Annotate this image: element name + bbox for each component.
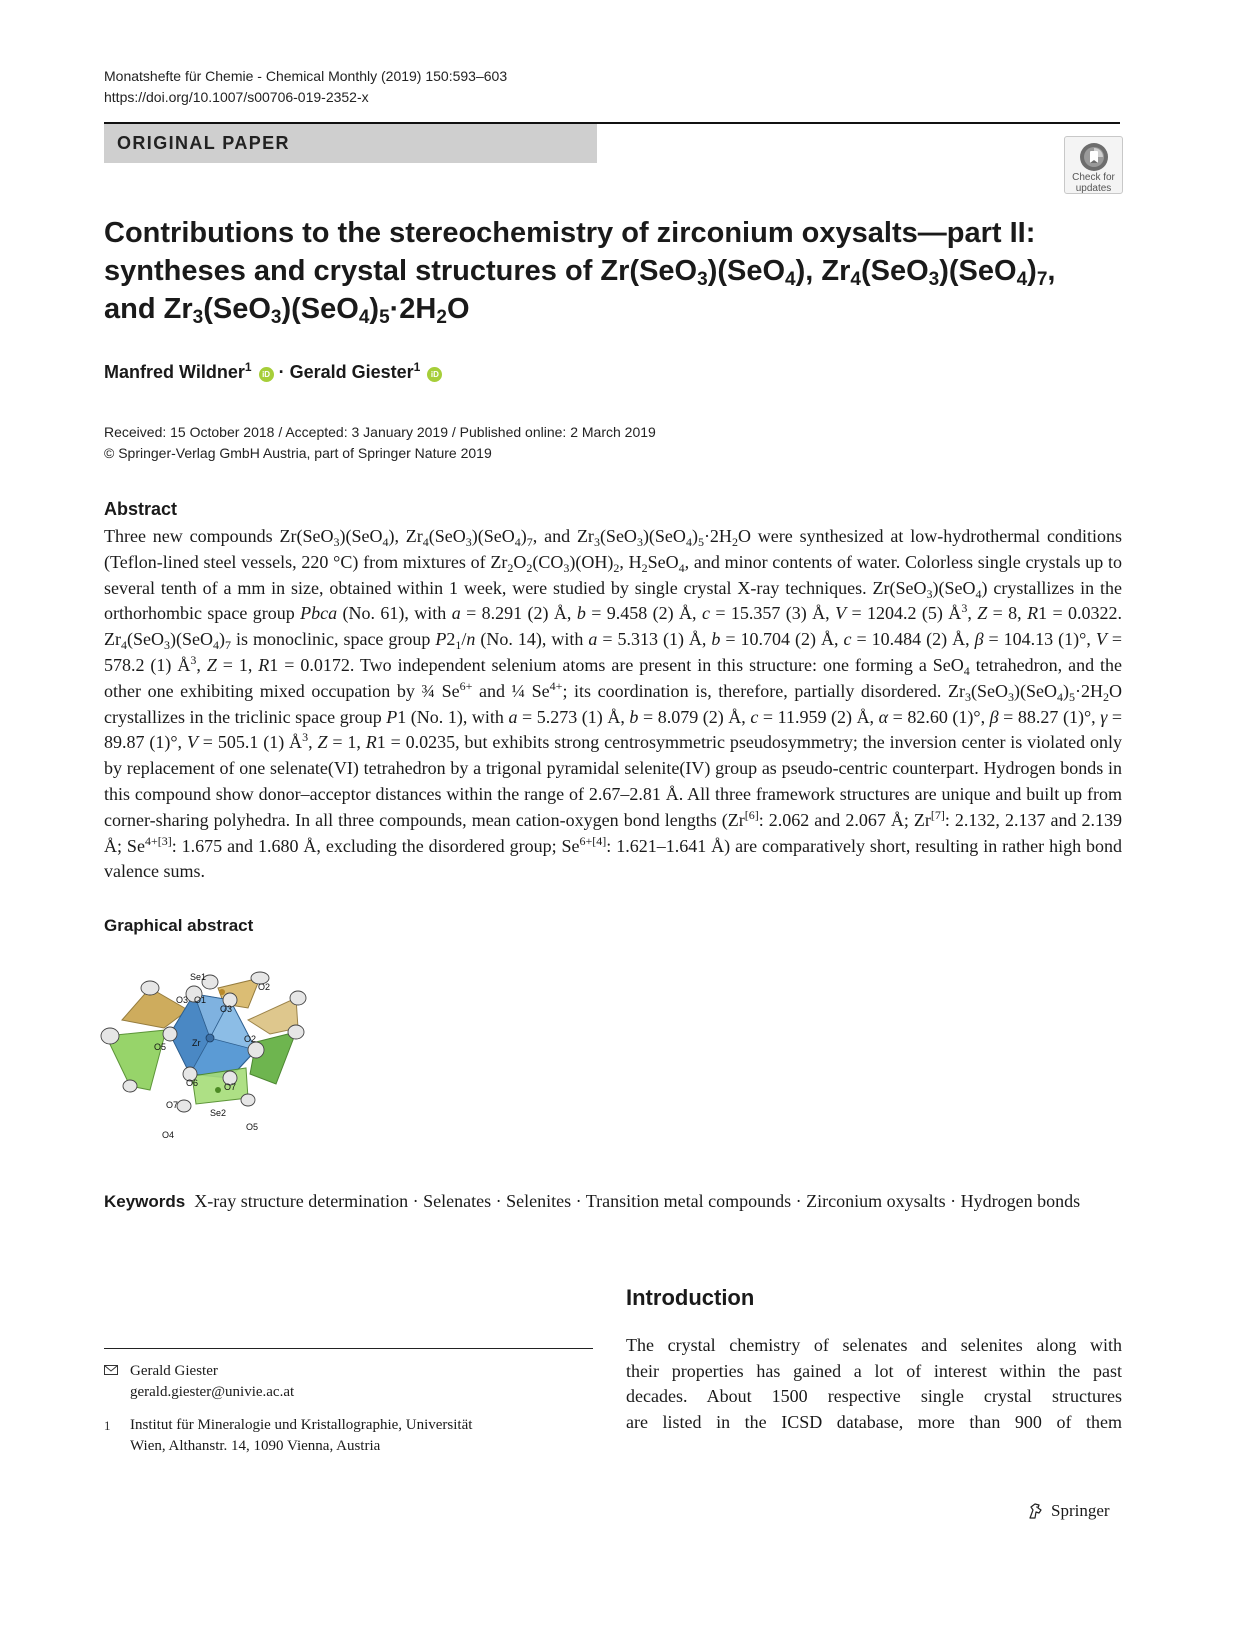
keywords-label: Keywords — [104, 1192, 186, 1211]
intro-line: The crystal chemistry of selenates and selenites along with — [626, 1335, 1122, 1355]
author-list — [104, 360, 442, 384]
check-for-updates-badge[interactable] — [1064, 136, 1123, 194]
affiliation-mark: 1 — [244, 360, 252, 374]
paper-type-label: ORIGINAL PAPER — [117, 133, 290, 153]
contact-name: Gerald Giester — [130, 1363, 218, 1379]
contact-email[interactable]: gerald.giester@univie.ac.at — [130, 1384, 295, 1400]
journal-citation: Monatshefte für Chemie - Chemical Monthly (2019) 150:593–603 — [104, 68, 508, 84]
keywords-list: X-ray structure determination · Selenates · Selenites · Transition metal compounds · Zirconium oxysalts · Hydrogen bonds — [194, 1191, 1081, 1211]
copyright-line: © Springer-Verlag GmbH Austria, part of Springer Nature 2019 — [104, 445, 492, 461]
envelope-icon — [104, 1365, 118, 1375]
abstract-heading: Abstract — [104, 499, 178, 519]
atom-label: O7 — [224, 1082, 237, 1092]
atom-label: O6 — [186, 1078, 199, 1088]
affiliation-line: Institut für Mineralogie und Kristallographie, Universität — [130, 1417, 473, 1433]
atom-label: O2 — [244, 1034, 257, 1044]
atom-label: O3 — [220, 1004, 233, 1014]
orcid-icon[interactable]: iD — [259, 367, 274, 382]
affiliation-mark: 1 — [413, 360, 421, 374]
date-history: Received: 15 October 2018 / Accepted: 3 January 2019 / Published online: 2 March 2019 — [104, 424, 656, 440]
paper-title — [104, 214, 1124, 328]
badge-line-2: updates — [1075, 183, 1112, 194]
footnote-rule — [104, 1348, 593, 1349]
author-name[interactable]: Manfred Wildner — [104, 362, 245, 382]
atom-label: O5 — [154, 1042, 167, 1052]
springer-horse-icon — [1026, 1501, 1046, 1521]
atom-label: O3 — [176, 995, 189, 1005]
atom-label: O1 — [194, 995, 207, 1005]
atom-label: O4 — [162, 1130, 175, 1140]
se2-atom — [215, 1087, 221, 1093]
atom-label: O2 — [258, 982, 271, 992]
se1-atom — [219, 989, 225, 995]
introduction-heading: Introduction — [626, 1285, 755, 1310]
atom-label: O7 — [166, 1100, 179, 1110]
journal-header — [104, 66, 507, 108]
publisher-name: Springer — [1051, 1501, 1110, 1520]
doi-link[interactable]: https://doi.org/10.1007/s00706-019-2352-x — [104, 89, 369, 105]
crystal-structure-figure — [100, 958, 320, 1148]
footnotes — [104, 1361, 594, 1469]
title-line-2: syntheses and crystal structures of Zr(SeO$_3$)(SeO$_4$), $Zr_4(SeO_3)(SeO_4)_7$, — [104, 255, 1056, 290]
orcid-icon[interactable]: iD — [427, 367, 442, 382]
title-line-1: Contributions to the stereochemistry of zirconium oxysalts—part II: — [104, 217, 1036, 249]
intro-line: decades. About 1500 respective single crystal structures — [626, 1386, 1122, 1406]
atom-label: Zr — [192, 1038, 201, 1048]
affiliation-line: Wien, Althanstr. 14, 1090 Vienna, Austria — [130, 1438, 381, 1454]
keywords-block — [104, 1188, 1124, 1215]
introduction-body — [626, 1333, 1122, 1435]
atom-label: Se2 — [210, 1108, 227, 1118]
corresponding-author — [104, 1361, 594, 1403]
zr-atom — [206, 1034, 214, 1042]
title-line-3: and $Zr_3(SeO_3)(SeO_4)_5\cdot 2H_2O$ — [104, 293, 470, 328]
crossmark-icon — [1079, 142, 1109, 172]
author-name[interactable]: Gerald Giester — [289, 362, 414, 382]
publication-history — [104, 422, 656, 464]
author-separator: · — [278, 362, 285, 382]
affiliation-number: 1 — [104, 1418, 111, 1433]
atom-label: Se1 — [190, 972, 207, 982]
badge-line-1: Check for — [1072, 172, 1115, 183]
intro-line: their properties has gained a lot of interest within the past — [626, 1360, 1122, 1381]
abstract-body: Three new compounds Zr(SeO$_3$)(SeO$_4$), $Zr_4(SeO_3)(SeO_4)_7$, and $Zr_3(SeO_3)(SeO_4)_5\cdot 2H_2O$ were synthesized at low-hydrothermal conditions (Teflon-lined steel vessels, 220 °C) from mixtures of $Zr_2O_2(CO_3)(OH)_2$, $H_2SeO_4$, and minor contents of water. Colorless single crystals up to several tenth of a mm in size, obtained within 1 week, were studied by single crystal X-ray techniques. Zr(SeO$_3$)(SeO$_4$) crystallizes in the orthorhombic space group Pbca (No. 61), with a = 8.291 (2) Å, b = 9.458 (2) Å, c = 15.357 (3) Å, V = 1204.2 (5) $Å^3$, Z = 8, R1 = 0.0322. $Zr_4(SeO_3)(SeO_4)_7$ is monoclinic, space group $P2_1/n$ (No. 14), with a = 5.313 (1) Å, b = 10.704 (2) Å, c = 10.484 (2) Å, β = 104.13 (1)°, V = 578.2 (1) $Å^3$, Z = 1, R1 = 0.0172. Two independent selenium atoms are present in this structure: one forming a SeO$_4$ tetrahedron, and the other one exhibiting mixed occupation by ¾ $Se^{6+}$ and ¼ $Se^{4+}$; its coordination is, therefore, partially disordered. $Zr_3(SeO_3)(SeO_4)_5\cdot 2H_2O$ crystallizes in the triclinic space group P1 (No. 1), with a = 5.273 (1) Å, b = 8.079 (2) Å, c = 11.959 (2) Å, α = 82.60 (1)°, β = 88.27 (1)°, γ = 89.87 (1)°, V = 505.1 (1) $Å^3$, Z = 1, R1 = 0.0235, but exhibits strong centrosymmetric pseudosymmetry; the inversion center is violated only by replacement of one selenate(VI) tetrahedron by a trigonal pyramidal selenite(IV) group as pseudo-centric counterpart. Hydrogen bonds in this compound show donor–acceptor distances within the range of 2.67–2.81 Å. All three framework structures are unique and built up from corner-sharing polyhedra. In all three compounds, mean cation-oxygen bond lengths (Zr[6]: 2.062 and 2.067 Å; Zr[7]: 2.132, 2.137 and 2.139 Å; $Se^{4+[3]}$: 1.675 and 1.680 Å, excluding the disordered group; $Se^{6+[4]}$: 1.621–1.641 Å) are comparatively short, resulting in rather high bond valence sums. — [104, 526, 1123, 882]
affiliation — [104, 1415, 594, 1457]
atom-label: O5 — [246, 1122, 259, 1132]
publisher-logo[interactable] — [1026, 1501, 1110, 1521]
intro-line: are listed in the ICSD database, more than 900 of them — [626, 1411, 1122, 1432]
graphical-abstract-heading: Graphical abstract — [104, 916, 254, 935]
